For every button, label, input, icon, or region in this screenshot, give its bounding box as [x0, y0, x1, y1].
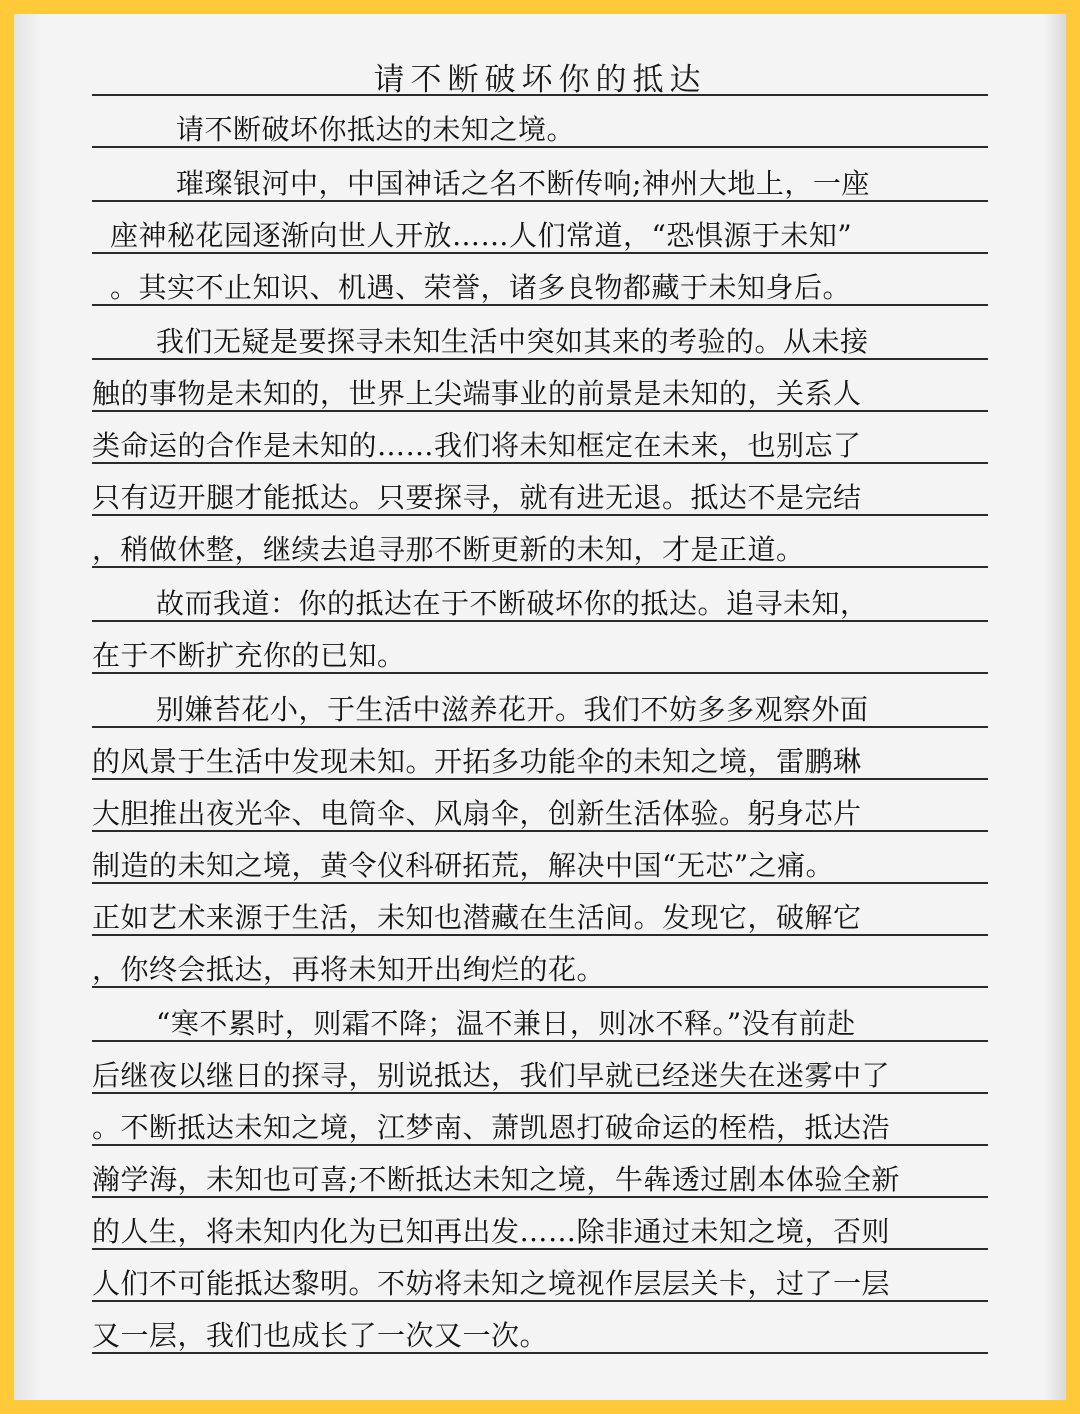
essay-line: 正如艺术来源于生活，未知也潜藏在生活间。发现它，破解它 — [92, 901, 862, 934]
essay-line: 别嫌苔花小，于生活中滋养花开。我们不妨多多观察外面 — [156, 693, 869, 726]
essay-line: 制造的未知之境，黄令仪科研拓荒，解决中国“无芯”之痛。 — [92, 849, 835, 882]
ruled-line — [92, 252, 988, 254]
essay-line: 类命运的合作是未知的……我们将未知框定在未来，也别忘了 — [92, 429, 862, 462]
essay-line: ，你终会抵达，再将未知开出绚烂的花。 — [92, 953, 606, 986]
ruled-line — [92, 1300, 988, 1302]
essay-line: 后继夜以继日的探寻，别说抵达，我们早就已经迷失在迷雾中了 — [92, 1059, 891, 1092]
ruled-line — [92, 94, 988, 96]
essay-line: ，稍做休整，继续去追寻那不断更新的未知，才是正道。 — [92, 533, 805, 566]
essay-line: 我们无疑是要探寻未知生活中突如其来的考验的。从未接 — [156, 325, 869, 358]
ruled-line — [92, 934, 988, 936]
paper-edge-shadow — [1044, 14, 1066, 1400]
essay-line: 又一层，我们也成长了一次又一次。 — [92, 1319, 549, 1352]
ruled-line — [92, 146, 988, 148]
ruled-line — [92, 1248, 988, 1250]
ruled-line — [92, 830, 988, 832]
ruled-line — [92, 620, 988, 622]
essay-line: 触的事物是未知的，世界上尖端事业的前景是未知的，关系人 — [92, 377, 862, 410]
ruled-line — [92, 200, 988, 202]
essay-line: 。不断抵达未知之境，江梦南、萧凯恩打破命运的桎梏，抵达浩 — [92, 1111, 891, 1144]
ruled-line — [92, 1092, 988, 1094]
essay-line: 在于不断扩充你的已知。 — [92, 639, 406, 672]
paper-edge-shadow — [14, 14, 42, 1400]
ruled-line — [92, 410, 988, 412]
essay-line: 只有迈开腿才能抵达。只要探寻，就有进无退。抵达不是完结 — [92, 481, 862, 514]
essay-line: 璀璨银河中，中国神话之名不断传响;神州大地上，一座 — [176, 167, 870, 200]
ruled-line — [92, 778, 988, 780]
essay-paper — [14, 14, 1066, 1400]
ruled-line — [92, 358, 988, 360]
ruled-line — [92, 1040, 988, 1042]
ruled-line — [92, 304, 988, 306]
ruled-line — [92, 986, 988, 988]
essay-line: 请不断破坏你抵达的未知之境。 — [176, 113, 576, 146]
ruled-line — [92, 726, 988, 728]
ruled-line — [92, 1352, 988, 1354]
ruled-line — [92, 1196, 988, 1198]
essay-line: 瀚学海，未知也可喜;不断抵达未知之境，牛犇透过剧本体验全新 — [92, 1163, 900, 1196]
essay-title: 请不断破坏你的抵达 — [373, 62, 707, 98]
ruled-line — [92, 672, 988, 674]
ruled-line — [92, 462, 988, 464]
ruled-line — [92, 566, 988, 568]
essay-line: 座神秘花园逐渐向世人开放……人们常道，“恐惧源于未知” — [110, 219, 853, 252]
essay-line: 的人生，将未知内化为已知再出发……除非通过未知之境，否则 — [92, 1215, 891, 1248]
essay-line: 故而我道：你的抵达在于不断破坏你的抵达。追寻未知， — [156, 587, 869, 620]
ruled-line — [92, 514, 988, 516]
ruled-line — [92, 1144, 988, 1146]
essay-line: 的风景于生活中发现未知。开拓多功能伞的未知之境，雷鹏琳 — [92, 745, 862, 778]
essay-line: 大胆推出夜光伞、电筒伞、风扇伞，创新生活体验。躬身芯片 — [92, 797, 862, 830]
essay-line: 。其实不止知识、机遇、荣誉，诸多良物都藏于未知身后。 — [110, 271, 852, 304]
essay-line: “寒不累时，则霜不降；温不兼日，则冰不释。”没有前赴 — [156, 1007, 856, 1040]
essay-line: 人们不可能抵达黎明。不妨将未知之境视作层层关卡，过了一层 — [92, 1267, 891, 1300]
ruled-line — [92, 882, 988, 884]
